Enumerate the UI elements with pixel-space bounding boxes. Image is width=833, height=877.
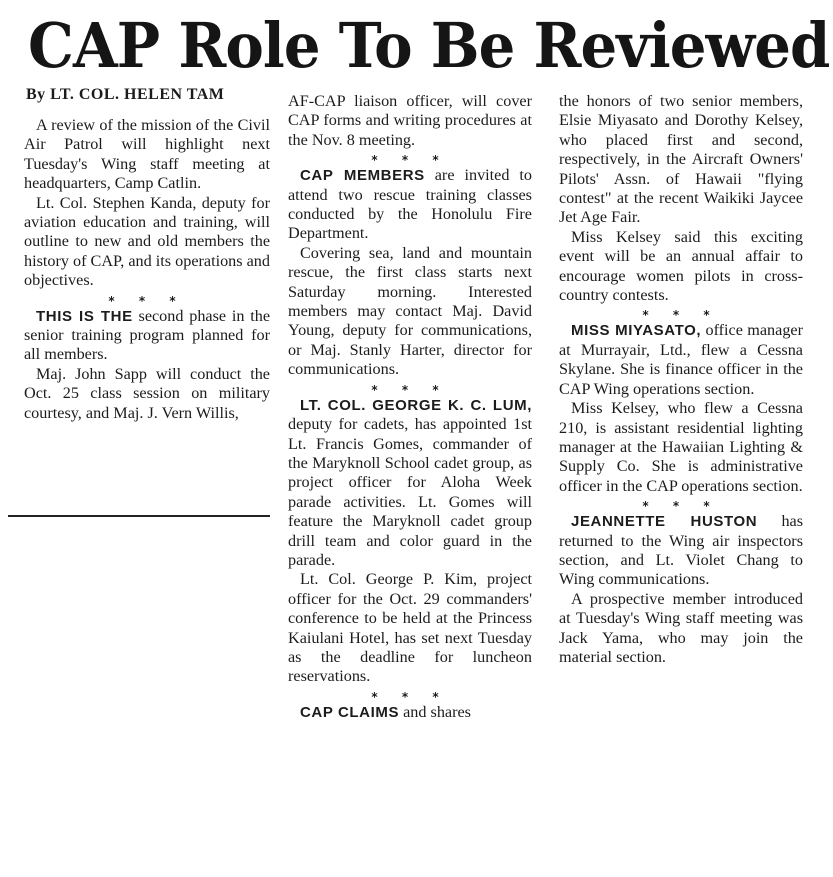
lead-in: CAP CLAIMS (300, 703, 400, 721)
paragraph: CAP MEMBERS are invited to attend two rescue training classes conducted by the Honolulu Fire Department. (288, 166, 533, 243)
paragraph: Lt. Col. George P. Kim, project officer for the Oct. 29 commanders' conference to be held at the Princess Kaiulani Hotel, has set next Tuesday as the deadline for luncheon reservations. (288, 570, 532, 686)
paragraph: Miss Kelsey said this exciting event will be an annual affair to encourage women pilots in cross-country contests. (559, 227, 803, 305)
paragraph: MISS MIYASATO, office manager at Murrayair, Ltd., flew a Cessna Skylane. She is finance officer in the CAP Wing operations section. (559, 321, 803, 398)
paragraph: Lt. Col. Stephen Kanda, deputy for aviation education and training, will outline to new and old members the history of CAP, and its operations and objectives. (24, 193, 270, 290)
paragraph: Maj. John Sapp will conduct the Oct. 25 class session on military courtesy, and Maj. J. Vern Willis, (24, 364, 270, 422)
paragraph: THIS IS THE second phase in the senior training program planned for all members. (24, 306, 271, 364)
column-1 (24, 84, 270, 423)
paragraph: JEANNETTE HUSTON has returned to the Wing air inspectors section, and Lt. Violet Chang to Wing communications. (559, 512, 804, 589)
section-separator: * * * (642, 499, 720, 514)
section-separator: * * * (371, 382, 449, 397)
section-separator: * * * (642, 308, 720, 323)
lead-in: MISS MIYASATO, (571, 322, 702, 340)
lead-in: LT. COL. GEORGE K. C. LUM, (300, 396, 532, 414)
paragraph: the honors of two senior members, Elsie Miyasato and Dorothy Kelsey, who placed first and second, respectively, in the Aircraft Owners' Pilots' Assn. of Hawaii "flying contest" at the recent Waikiki Jaycee Jet Age Fair. (559, 92, 803, 227)
byline: By LT. COL. HELEN TAM (26, 86, 225, 103)
column-3 (559, 92, 803, 667)
paragraph: Covering sea, land and mountain rescue, the first class starts next Saturday morning. Interested members may contact Maj. David Young, deputy for communications, or Maj. Stanly Harter, director for communications. (288, 243, 532, 379)
section-separator: * * * (371, 153, 449, 168)
headline: CAP Role To Be Reviewed (28, 9, 830, 82)
paragraph: LT. COL. GEORGE K. C. LUM, deputy for cadets, has appointed 1st Lt. Francis Gomes, commander of the Maryknoll School cadet group, as project officer for Aloha Week parade activities. Lt. Gomes will feature the Maryknoll cadet group drill team and color guard in the parade. (288, 396, 532, 569)
lead-in: THIS IS THE (36, 307, 133, 325)
section-separator: * * * (108, 293, 186, 308)
paragraph: Miss Kelsey, who flew a Cessna 210, is assistant residential lighting manager at the Hawaiian Lighting & Supply Co. She is administrative officer in the CAP operations section. (559, 399, 803, 495)
paragraph: CAP CLAIMS and shares (300, 702, 471, 721)
paragraph: A review of the mission of the Civil Air Patrol will highlight next Tuesday's Wing staff meeting at headquarters, Camp Catlin. (24, 116, 270, 193)
column-end-rule (8, 515, 270, 517)
column-2 (288, 92, 532, 722)
lead-in: JEANNETTE HUSTON (571, 513, 758, 531)
paragraph: A prospective member introduced at Tuesday's Wing staff meeting was Jack Yama, who may join the material section. (559, 589, 803, 666)
paragraph: AF-CAP liaison officer, will cover CAP forms and writing procedures at the Nov. 8 meeting. (288, 92, 532, 149)
lead-in: CAP MEMBERS (300, 167, 425, 185)
section-separator: * * * (371, 689, 449, 704)
